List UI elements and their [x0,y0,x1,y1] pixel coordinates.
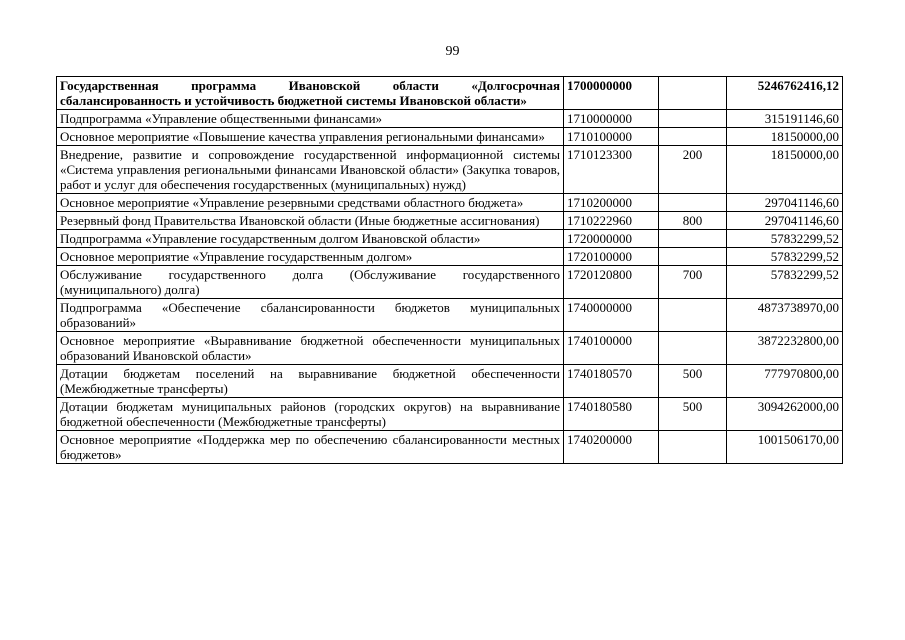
row-code-cell: 1700000000 [564,77,659,110]
row-name-cell: Государственная программа Ивановской области «Долгосрочная сбалансированность и устойчивость бюджетной системы Ивановской области» [57,77,564,110]
row-expense-type-cell [659,299,727,332]
table-row [57,194,843,212]
row-code-cell: 1710000000 [564,110,659,128]
row-name-cell: Основное мероприятие «Управление государственным долгом» [57,248,564,266]
table-row [57,77,843,110]
row-name-cell: Основное мероприятие «Поддержка мер по обеспечению сбалансированности местных бюджетов» [57,431,564,464]
row-expense-type-cell [659,194,727,212]
row-code-cell: 1740200000 [564,431,659,464]
row-sum-cell: 315191146,60 [727,110,843,128]
row-expense-type-cell: 700 [659,266,727,299]
row-expense-type-cell [659,77,727,110]
row-expense-type-cell [659,110,727,128]
table-row [57,128,843,146]
row-name-cell: Резервный фонд Правительства Ивановской области (Иные бюджетные ассигнования) [57,212,564,230]
table-row [57,266,843,299]
table-row [57,110,843,128]
row-sum-cell: 297041146,60 [727,194,843,212]
row-code-cell: 1710200000 [564,194,659,212]
row-code-cell: 1710100000 [564,128,659,146]
row-name-cell: Основное мероприятие «Повышение качества управления региональными финансами» [57,128,564,146]
row-code-cell: 1710222960 [564,212,659,230]
row-code-cell: 1720120800 [564,266,659,299]
table-row [57,299,843,332]
row-expense-type-cell [659,128,727,146]
row-code-cell: 1720000000 [564,230,659,248]
table-row [57,332,843,365]
row-name-cell: Подпрограмма «Управление государственным долгом Ивановской области» [57,230,564,248]
row-sum-cell: 18150000,00 [727,128,843,146]
table-row [57,431,843,464]
row-sum-cell: 3094262000,00 [727,398,843,431]
table-row [57,248,843,266]
row-sum-cell: 777970800,00 [727,365,843,398]
table-row [57,212,843,230]
row-name-cell: Основное мероприятие «Выравнивание бюджетной обеспеченности муниципальных образований Ивановской области» [57,332,564,365]
row-expense-type-cell: 500 [659,365,727,398]
row-code-cell: 1720100000 [564,248,659,266]
table-row [57,398,843,431]
row-sum-cell: 57832299,52 [727,248,843,266]
row-code-cell: 1740000000 [564,299,659,332]
row-name-cell: Подпрограмма «Управление общественными финансами» [57,110,564,128]
row-code-cell: 1740180570 [564,365,659,398]
row-sum-cell: 57832299,52 [727,266,843,299]
row-code-cell: 1740180580 [564,398,659,431]
page-number: 99 [445,44,460,59]
row-expense-type-cell: 200 [659,146,727,194]
row-name-cell: Внедрение, развитие и сопровождение государственной информационной системы «Система управления региональными финансами Ивановской области» (Закупка товаров, работ и услуг для обеспечения государственных (муниципальных) нужд) [57,146,564,194]
row-sum-cell: 5246762416,12 [727,77,843,110]
table-row [57,230,843,248]
row-name-cell: Дотации бюджетам поселений на выравнивание бюджетной обеспеченности (Межбюджетные трансферты) [57,365,564,398]
row-name-cell: Подпрограмма «Обеспечение сбалансированности бюджетов муниципальных образований» [57,299,564,332]
row-expense-type-cell: 800 [659,212,727,230]
row-name-cell: Основное мероприятие «Управление резервными средствами областного бюджета» [57,194,564,212]
row-sum-cell: 297041146,60 [727,212,843,230]
row-sum-cell: 4873738970,00 [727,299,843,332]
table-row [57,146,843,194]
row-name-cell: Обслуживание государственного долга (Обслуживание государственного (муниципального) долга) [57,266,564,299]
row-sum-cell: 57832299,52 [727,230,843,248]
table-row [57,365,843,398]
row-expense-type-cell [659,431,727,464]
row-expense-type-cell [659,248,727,266]
row-expense-type-cell [659,332,727,365]
row-code-cell: 1740100000 [564,332,659,365]
row-sum-cell: 3872232800,00 [727,332,843,365]
row-sum-cell: 18150000,00 [727,146,843,194]
budget-table [56,76,843,464]
row-name-cell: Дотации бюджетам муниципальных районов (городских округов) на выравнивание бюджетной обеспеченности (Межбюджетные трансферты) [57,398,564,431]
row-code-cell: 1710123300 [564,146,659,194]
row-sum-cell: 1001506170,00 [727,431,843,464]
budget-table-body [57,77,843,464]
row-expense-type-cell: 500 [659,398,727,431]
row-expense-type-cell [659,230,727,248]
